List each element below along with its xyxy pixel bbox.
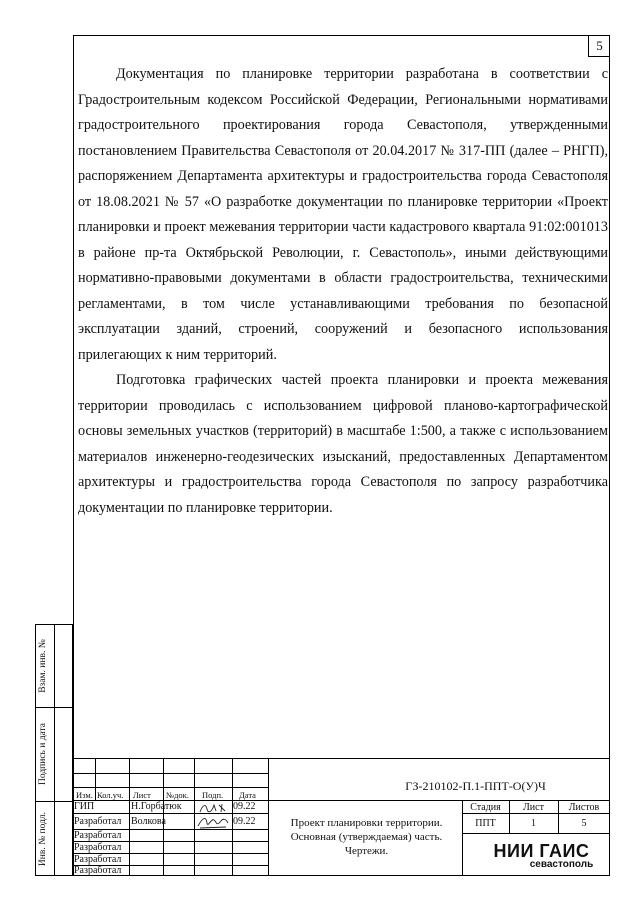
sheet-label: Лист — [523, 802, 544, 813]
title-block-border — [73, 758, 610, 759]
grid-line — [268, 758, 269, 876]
person-role: Разработал — [74, 816, 122, 827]
header-kol-uch: Кол.уч. — [97, 790, 124, 800]
grid-line — [73, 813, 268, 814]
stage-label: Стадия — [470, 802, 501, 813]
left-stamp-divider — [36, 707, 72, 708]
left-stamp — [35, 624, 73, 876]
left-stamp-field-inventory: Инв. № подл. — [38, 811, 48, 867]
document-body — [78, 62, 608, 521]
person-role: ГИП — [74, 801, 95, 812]
person-name: Волкова — [131, 816, 166, 827]
person-date: 09.22 — [233, 801, 256, 812]
grid-line — [462, 833, 610, 834]
sheets-value: 5 — [581, 818, 587, 829]
sheets-label: Листов — [568, 802, 600, 813]
organization-name: НИИ ГАИС — [493, 841, 590, 861]
person-role: Разработал — [74, 830, 122, 841]
left-stamp-field-signature: Подпись и дата — [38, 723, 48, 786]
grid-line — [129, 758, 130, 876]
header-n-dok: №док. — [166, 790, 189, 800]
grid-line — [95, 758, 96, 800]
header-izm: Изм. — [76, 790, 93, 800]
organization-city: севастополь — [529, 859, 594, 870]
sheet-number: 5 — [588, 35, 610, 57]
person-role: Разработал — [74, 865, 122, 876]
signature-mark — [197, 802, 229, 814]
person-role: Разработал — [74, 842, 122, 853]
person-date: 09.22 — [233, 816, 256, 827]
document-description: Проект планировки территории. Основная (утверждаемая) часть. Чертежи. — [290, 817, 443, 857]
stage-value: ППТ — [475, 818, 496, 829]
header-list: Лист — [133, 790, 151, 800]
grid-line — [73, 787, 268, 788]
left-stamp-field-replace: Взам. инв. № — [38, 639, 48, 693]
organization-logo — [473, 842, 610, 870]
grid-line — [73, 773, 268, 774]
header-data: Дата — [239, 790, 256, 800]
title-block — [73, 758, 610, 876]
header-podp: Подп. — [202, 790, 224, 800]
document-code: ГЗ-210102-П.1-ППТ-О(У)Ч — [405, 779, 546, 793]
left-stamp-divider — [54, 625, 55, 875]
paragraph-1: Документация по планировке территории разработана в соответствии с Градостроительным кодексом Российской Федерации, Региональными нормативами градостроительного проектирования города Севастополя, утвержденными постановлением Правительства Севастополя от 20.04.2017 № 317-ПП (далее – РНГП), распоряжением Департамента архитектуры и градостроительства города Севастополя от 18.08.2021 № 57 «О разработке документации по планировке территории «Проект планировки и проект межевания территории части кадастрового квартала 91:02:001013 в районе пр-та Октябрьской Революции, г. Севастополь», иными действующими нормативно-правовыми документами в области градостроительства, техническими регламентами, в том числе устанавливающими требования по безопасной эксплуатации зданий, строений, сооружений и безопасного использования прилегающих к ним территорий. — [78, 66, 608, 363]
person-name: Н.Горбатюк — [131, 801, 182, 812]
person-role: Разработал — [74, 854, 122, 865]
signature-mark — [196, 815, 230, 830]
sheet-value: 1 — [531, 818, 536, 829]
grid-line — [194, 758, 195, 876]
paragraph-2: Подготовка графических частей проекта планировки и проекта межевания территории проводилась с использованием цифровой планово-картографической основы земельных участков (территорий) в масштабе 1:500, а также с использованием материалов инженерно-геодезических изысканий, предоставленных Департаментом архитектуры и градостроительства города Севастополя по запросу разработчика документации по планировке территории. — [78, 372, 608, 516]
